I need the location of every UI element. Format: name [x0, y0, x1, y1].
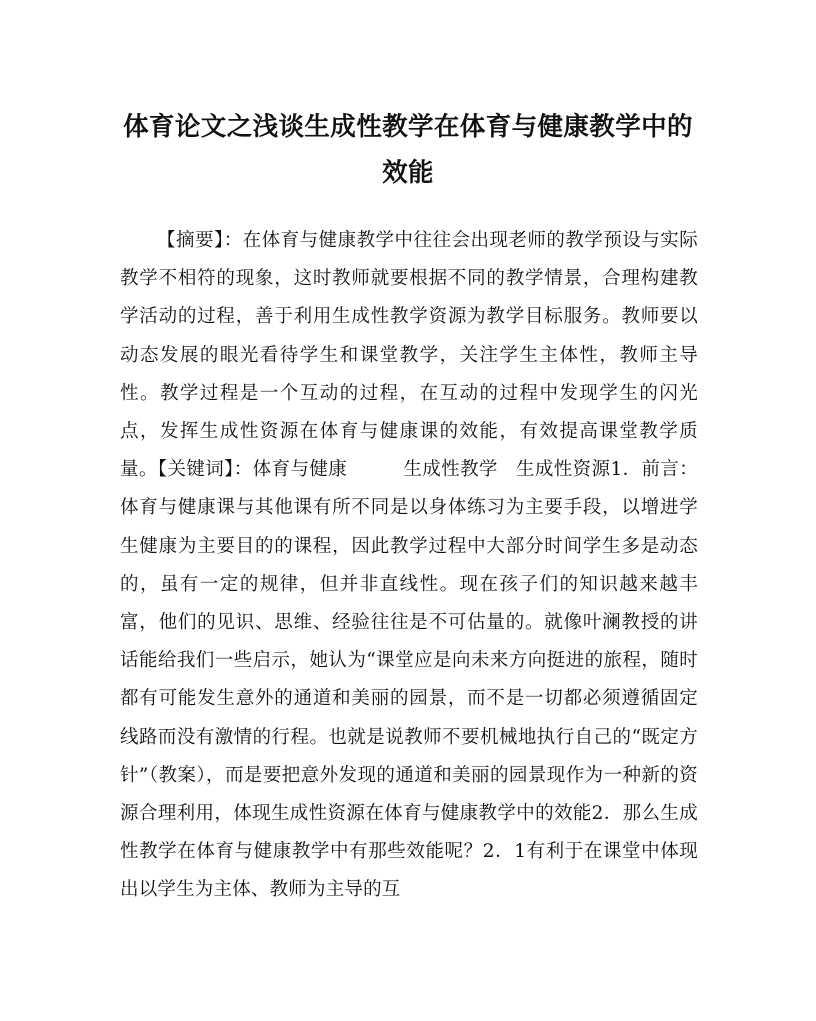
keywords-label: 【关键词】	[157, 459, 234, 481]
body-paragraph-text: 1．前言：体育与健康课与其他课有所不同是以身体练习为主要手段，以增进学生健康为主要目的的课程，因此教学过程中大部分时间学生多是动态的，虽有一定的规律，但并非直线性。现在孩子们的知识越来越丰富，他们的见识、思维、经验往往是不可估量的。就像叶澜教授的讲话能给我们一些启示，她认为“课堂应是向未来方向挺进的旅程，随时都有可能发生意外的通道和美丽的园景，而不是一切都必须遵循固定线路而没有激情的行程。也就是说教师不要机械地执行自己的“既定方针”（教案），而是要把意外发现的通道和美丽的园景现作为一种新的资源合理利用，体现生成性资源在体育与健康教学中的效能2．那么生成性教学在体育与健康教学中有那些效能呢？2．1有利于在课堂中体现出以学生为主体、教师为主导的互	[120, 459, 698, 901]
keyword-1: ：体育与健康	[233, 459, 348, 481]
keyword-2: 生成性教学	[403, 459, 498, 481]
keyword-3: 生成性资源	[515, 459, 611, 481]
abstract-text: ：在体育与健康教学中往往会出现老师的教学预设与实际教学不相符的现象，这时教师就要根据不同的教学情景，合理构建教学活动的过程，善于利用生成性教学资源为教学目标服务。教师要以动态发展的眼光看待学生和课堂教学，关注学生主体性，教师主导性。教学过程是一个互动的过程，在互动的过程中发现学生的闪光点，发挥生成性资源在体育与健康课的效能，有效提高课堂教学质量。	[120, 230, 698, 481]
document-body	[120, 222, 698, 910]
document-title: 体育论文之浅谈生成性教学在体育与健康教学中的效能	[123, 112, 693, 188]
abstract-label: 【摘要】	[157, 230, 224, 251]
